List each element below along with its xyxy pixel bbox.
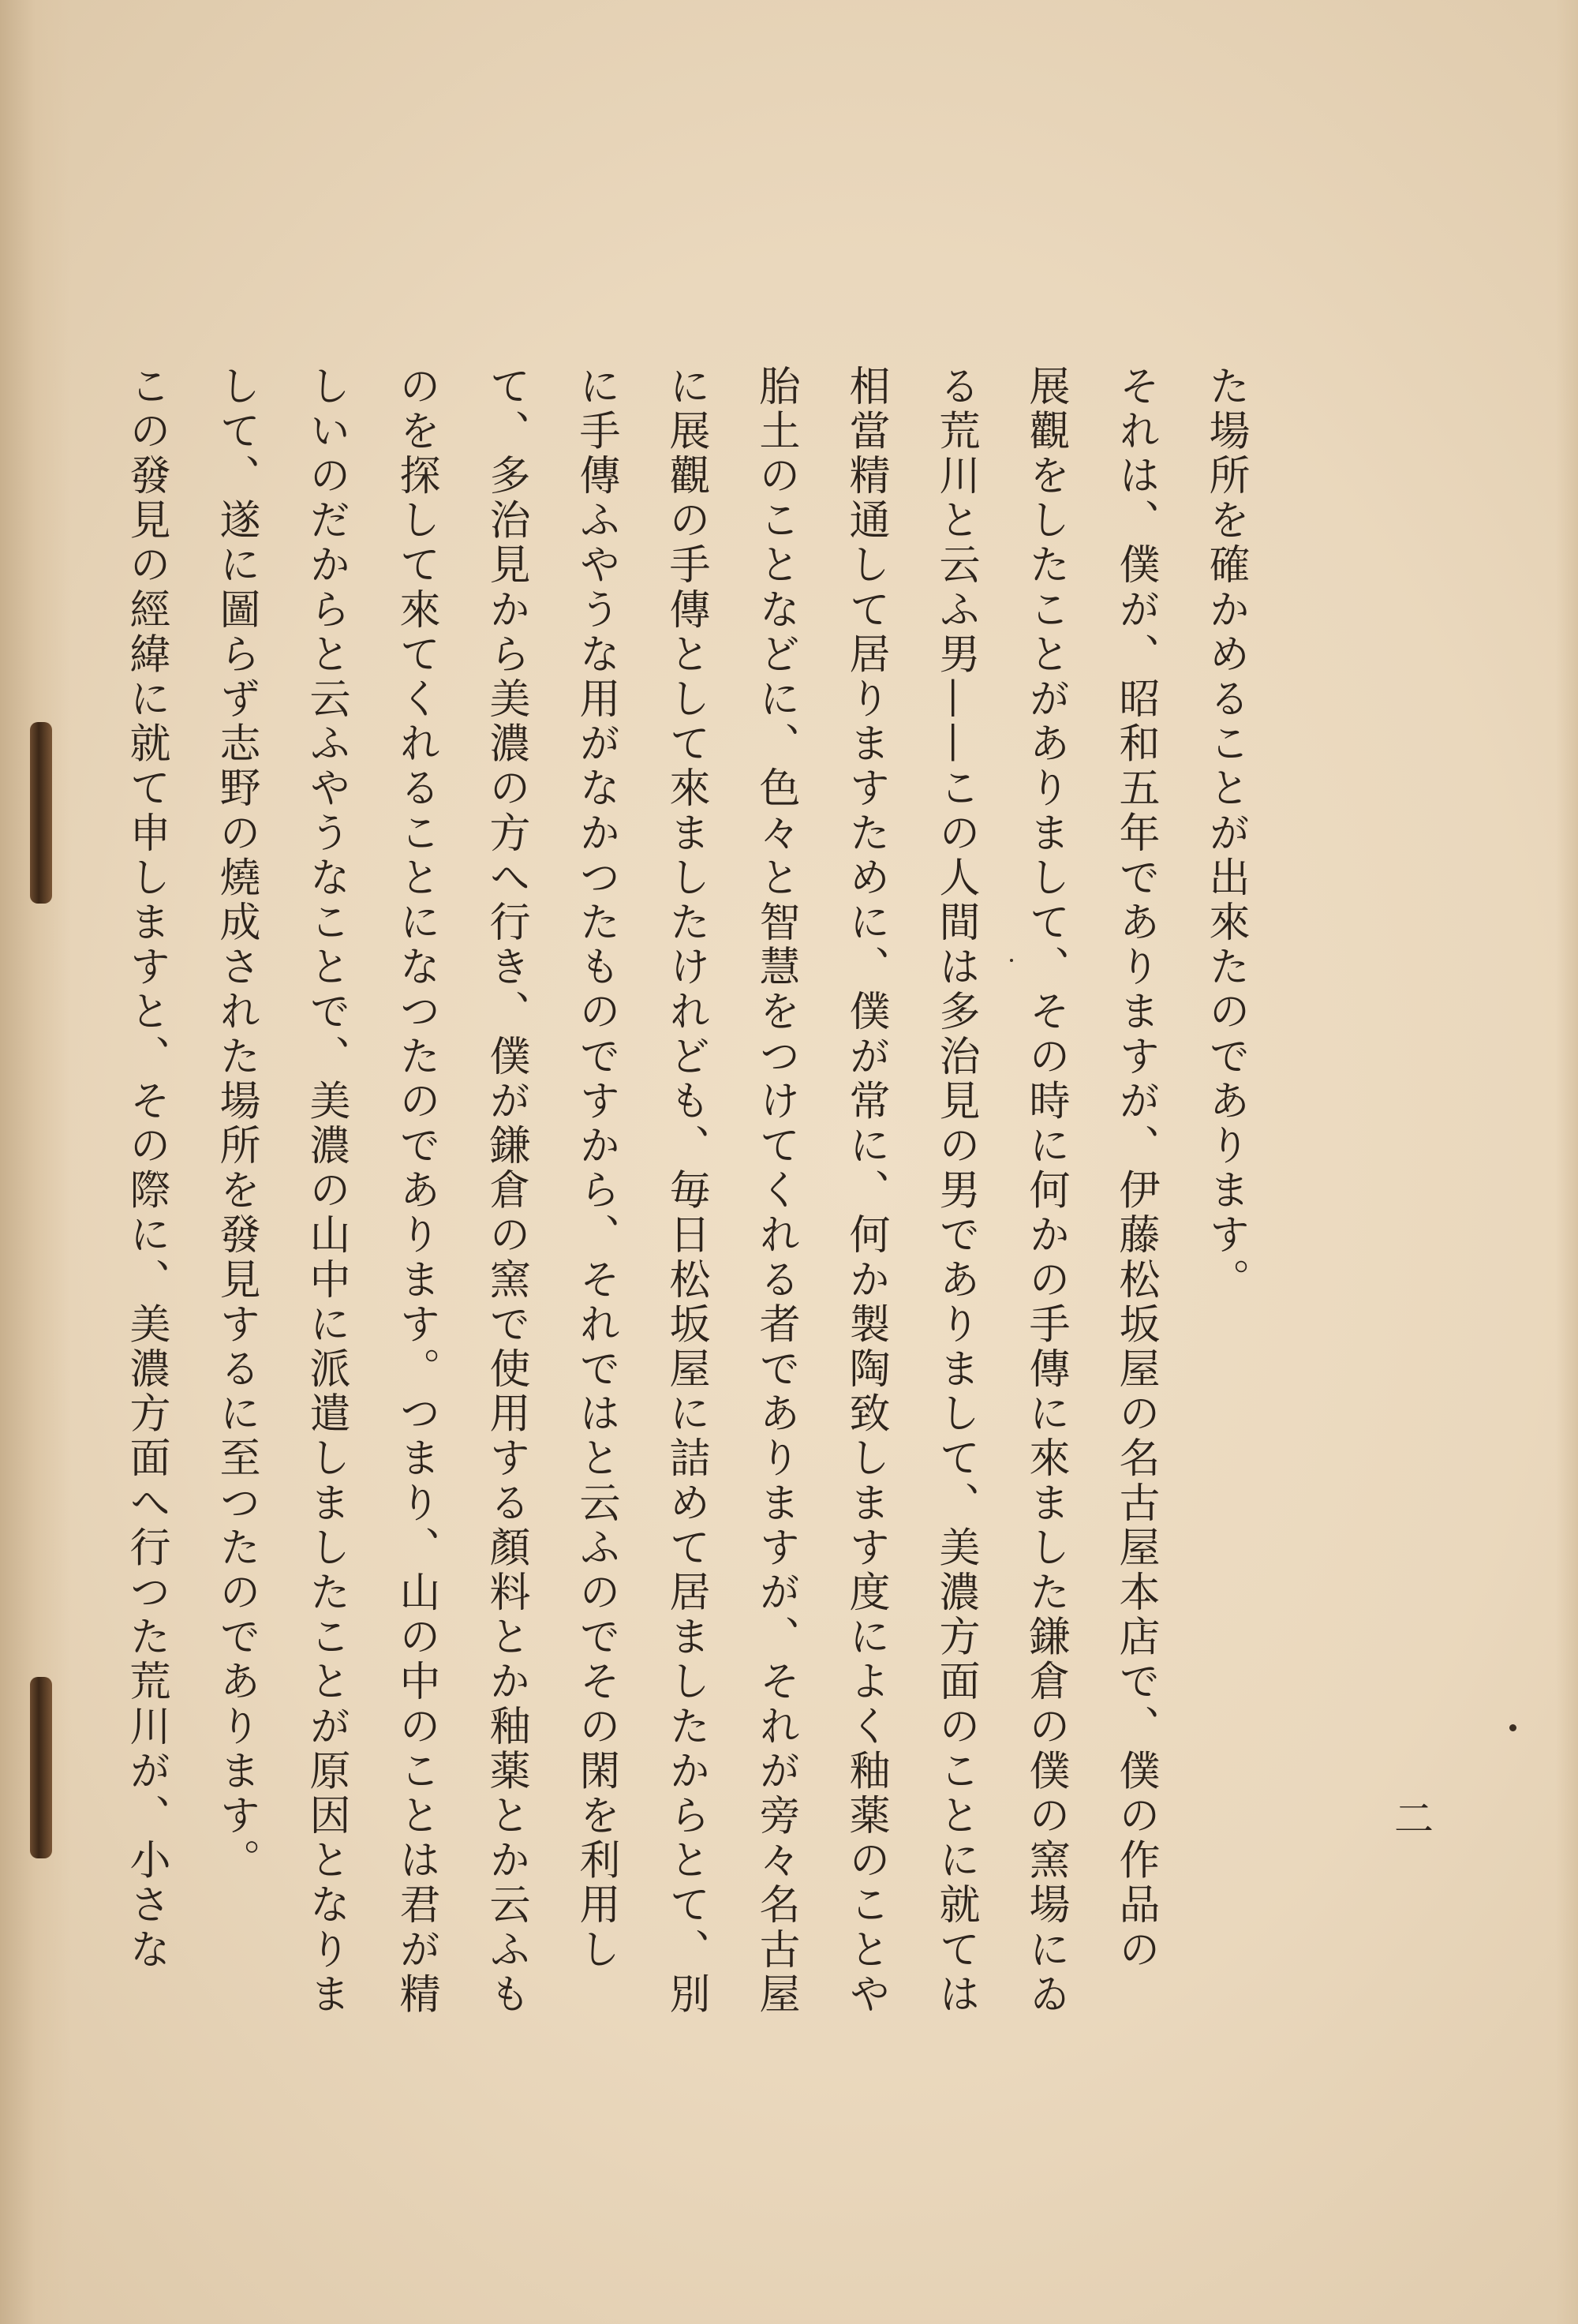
text-column: て、多治見から美濃の方へ行き、僕が鎌倉の窯で使用する顏料とか釉薬とか云ふも [482,365,529,2018]
text-column: それは、僕が、昭和五年でありますが、伊藤松坂屋の名古屋本店で、僕の作品の [1112,365,1159,1973]
paper-speck [1010,959,1013,962]
text-column: 相當精通して居りますために、僕が常に、何か製陶致します度によく釉薬のことや [842,365,889,2018]
text-column: に展觀の手傳として來ましたけれども、毎日松坂屋に詰めて居ましたからとて、別 [662,365,709,2018]
text-column: 展觀をしたことがありまして、その時に何かの手傳に來ました鎌倉の僕の窯場にゐ [1022,365,1069,2018]
text-column: に手傳ふやうな用がなかつたものですから、それではと云ふのでその閑を利用し [572,365,619,1973]
text-column: 胎土のことなどに、色々と智慧をつけてくれる者でありますが、それが旁々名古屋 [752,365,799,2018]
text-column: しいのだからと云ふやうなことで、美濃の山中に派遣しましたことが原因となりま [302,365,350,2018]
binding-staple-top [30,722,52,904]
binding-staple-bottom [30,1677,52,1858]
vertical-text-body [101,365,1270,2061]
page-number: 二 [1388,1798,1434,1837]
text-column: た場所を確かめることが出來たのであります。 [1202,365,1249,1303]
spine-shadow [0,0,71,2324]
text-column: この發見の經緯に就て申しますと、その際に、美濃方面へ行つた荒川が、小さな [122,365,170,1973]
text-column: る荒川と云ふ男——この人間は多治見の男でありまして、美濃方面のことに就ては [932,365,979,2018]
page-edge [1556,0,1578,2324]
text-column: して、遂に圖らず志野の燒成された場所を發見するに至つたのであります。 [212,365,260,1884]
text-column: のを探して來てくれることになつたのであります。つまり、山の中のことは君が精 [392,365,439,2018]
paper-speck [1509,1724,1516,1731]
